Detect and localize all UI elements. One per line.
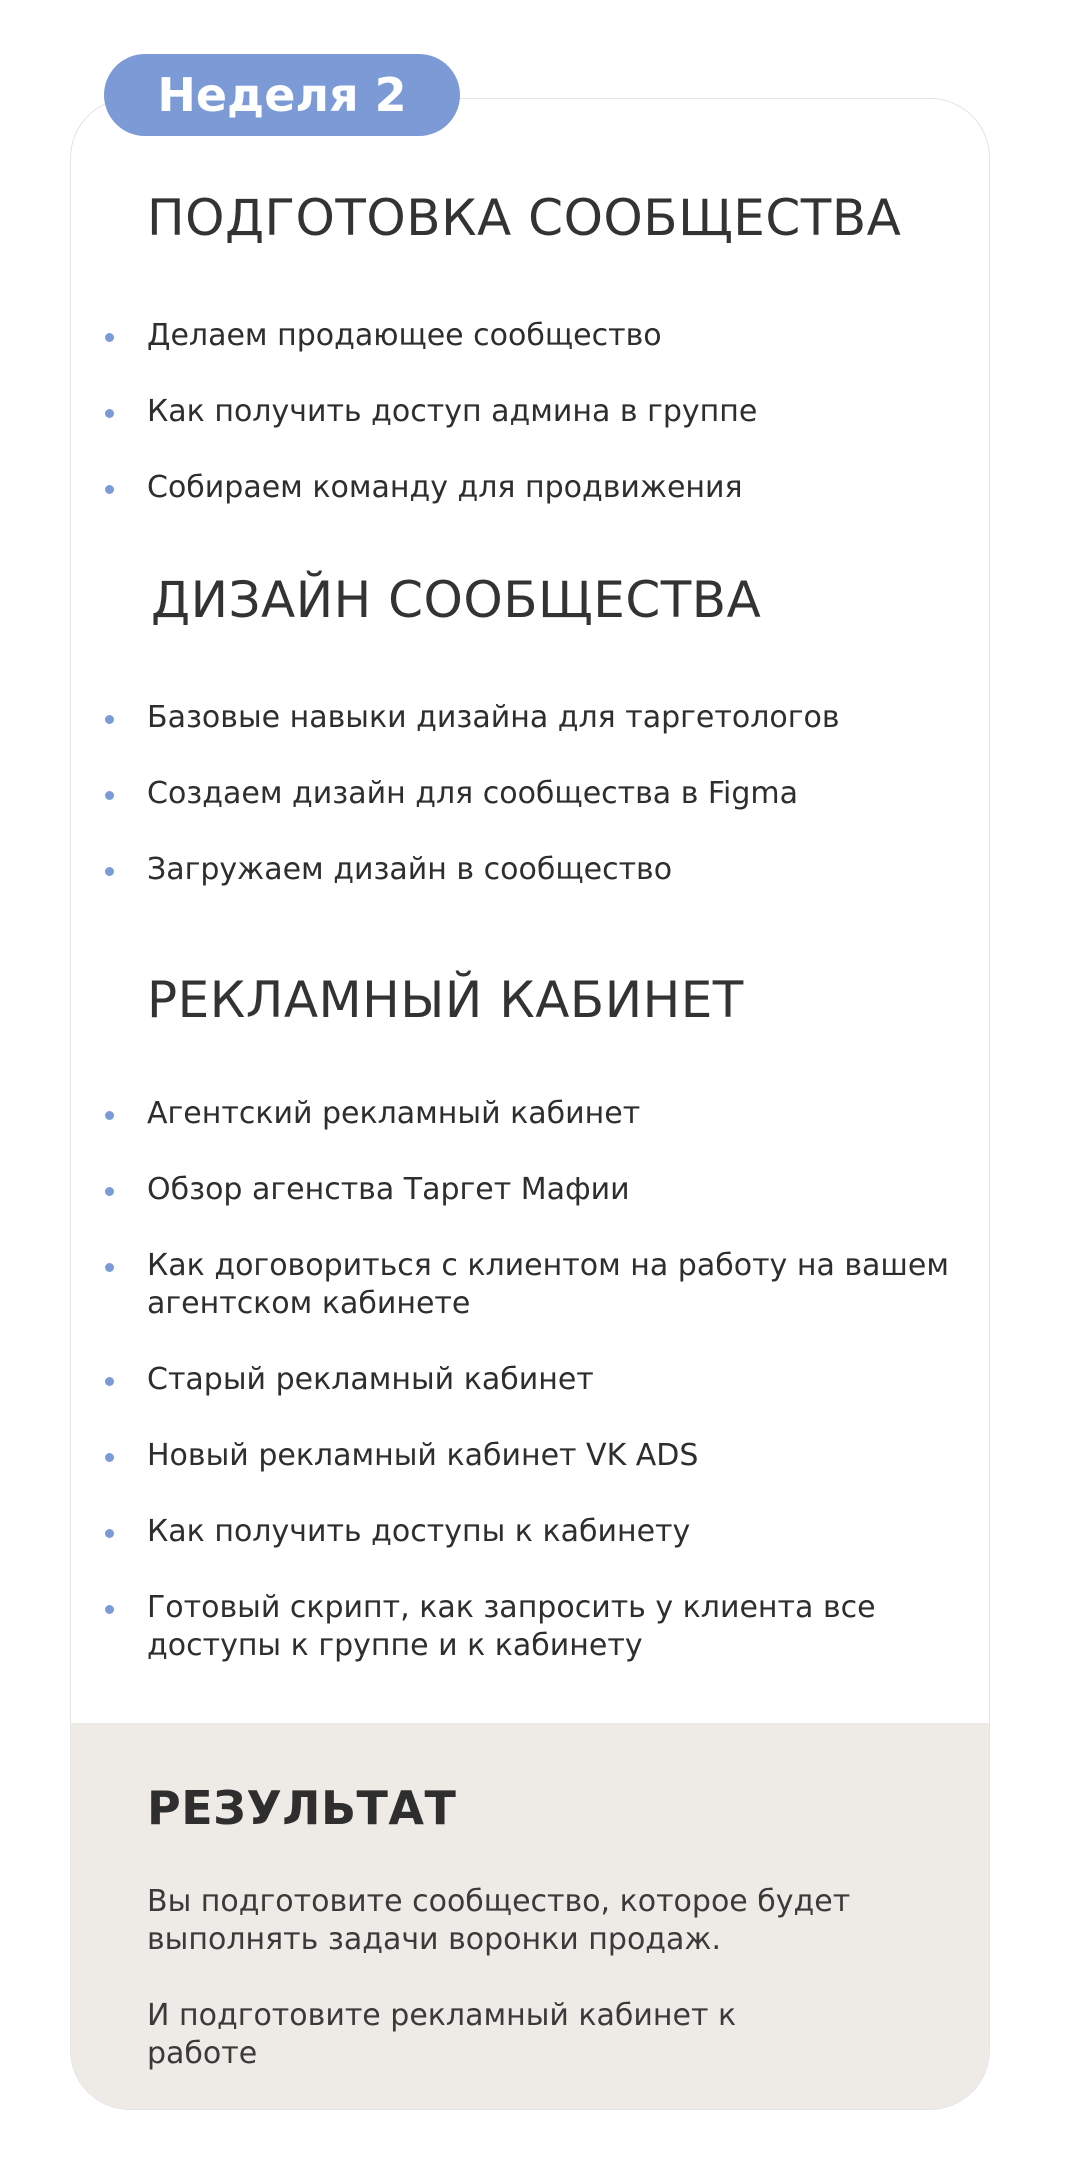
list-item-text: Создаем дизайн для сообщества в Figma: [147, 776, 798, 811]
section-title-ad-cabinet: РЕКЛАМНЫЙ КАБИНЕТ: [147, 971, 744, 1029]
list-item-text: Новый рекламный кабинет VK ADS: [147, 1438, 699, 1473]
bullet-icon: [105, 1453, 114, 1462]
bullet-icon: [105, 333, 114, 342]
bullet-icon: [105, 409, 114, 418]
bullet-icon: [105, 485, 114, 494]
result-paragraph: И подготовите рекламный кабинет к работе: [147, 1998, 737, 2071]
list-item-text: Как договориться с клиентом на работу на вашем агентском кабинете: [147, 1248, 949, 1321]
week-badge: Неделя 2: [104, 54, 460, 136]
bullet-icon: [105, 1263, 114, 1272]
list-item-text: Собираем команду для продвижения: [147, 470, 743, 505]
bullet-icon: [105, 867, 114, 876]
list-item-text: Базовые навыки дизайна для таргетологов: [147, 700, 840, 735]
bullet-icon: [105, 791, 114, 800]
section-title-design: ДИЗАЙН СООБЩЕСТВА: [151, 571, 762, 629]
bullet-icon: [105, 1529, 114, 1538]
week-card: [70, 98, 990, 2110]
list-item-text: Загружаем дизайн в сообщество: [147, 852, 673, 887]
bullet-icon: [105, 1377, 114, 1386]
bullet-icon: [105, 715, 114, 724]
list-item-text: Как получить доступ админа в группе: [147, 394, 758, 429]
bullet-icon: [105, 1605, 114, 1614]
result-title: РЕЗУЛЬТАТ: [147, 1781, 457, 1835]
bullet-icon: [105, 1187, 114, 1196]
result-panel: [71, 1723, 990, 2110]
section-title-preparation: ПОДГОТОВКА СООБЩЕСТВА: [147, 189, 902, 247]
list-item-text: Агентский рекламный кабинет: [147, 1096, 641, 1131]
list-item-text: Готовый скрипт, как запросить у клиента все доступы к группе и к кабинету: [147, 1590, 876, 1663]
result-paragraph: Вы подготовите сообщество, которое будет выполнять задачи воронки продаж.: [147, 1884, 851, 1957]
list-item-text: Старый рекламный кабинет: [147, 1362, 594, 1397]
bullet-icon: [105, 1111, 114, 1120]
list-item-text: Делаем продающее сообщество: [147, 318, 662, 353]
list-item-text: Как получить доступы к кабинету: [147, 1514, 691, 1549]
list-item-text: Обзор агенства Таргет Мафии: [147, 1172, 630, 1207]
